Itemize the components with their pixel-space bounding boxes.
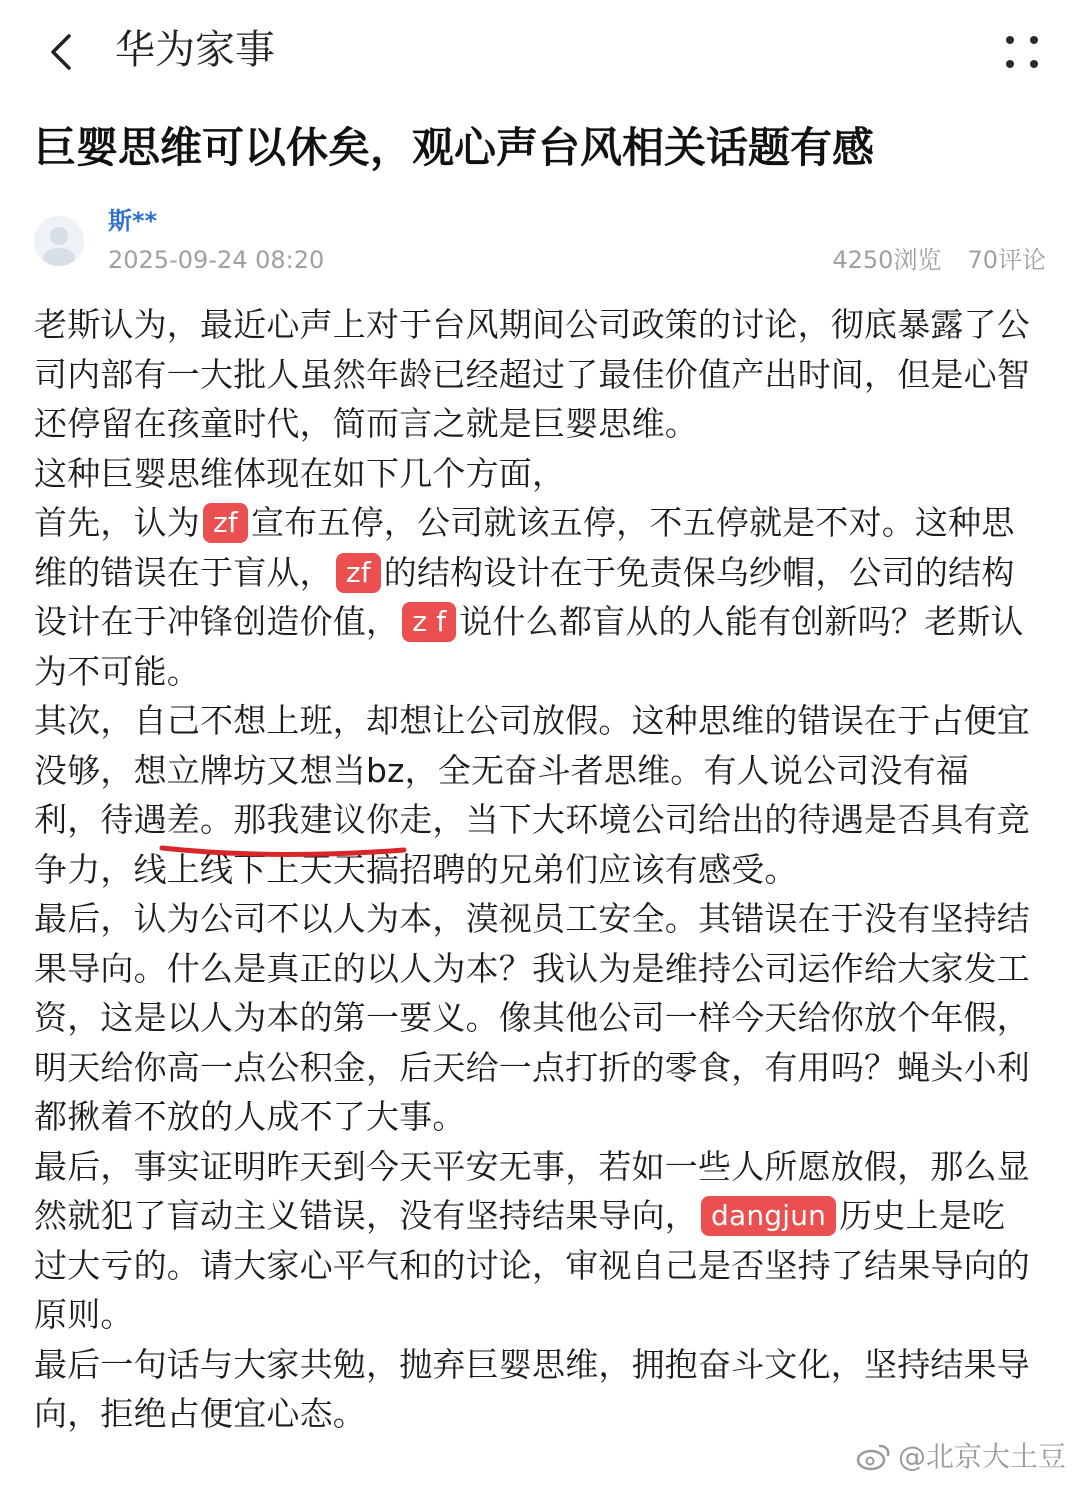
chevron-left-icon xyxy=(45,32,75,72)
paragraph-closing: 最后一句话与大家共勉，抛弃巨婴思维，拥抱奋斗文化，坚持结果导向，拒绝占便宜心态。 xyxy=(34,1344,1030,1433)
text-segment: 最后，事实证明昨天到今天平安无事，若如一些人所愿放假，那么显然就犯了盲动主义错误，没有坚持结果导向， xyxy=(34,1146,1030,1235)
redaction-tag: dangjun xyxy=(701,1196,836,1236)
text-segment: 的结构设计在于免责保乌纱帽，公司的结构设计在于冲锋创造价值， xyxy=(34,552,1015,641)
paragraph-first xyxy=(34,498,1034,696)
text-segment: 其次，自己不想上班，却想让公司放假。这种思维的错误在于占便宜没够，想立牌坊又想当bz，全无奋斗者思维。有人说公司没有福利，待遇差。 xyxy=(34,701,1030,839)
post-timestamp: 2025-09-24 08:20 xyxy=(108,246,325,274)
paragraph-fourth xyxy=(34,1142,1034,1340)
underlined-text: 那我建议你走， xyxy=(233,800,466,839)
view-count: 4250浏览 xyxy=(832,246,942,274)
post-body xyxy=(34,300,1034,1439)
text-segment: 宣布五停，公司就该五停，不五停就是不对。这种思维的错误在于盲从， xyxy=(34,503,1015,592)
text-segment: 当下大环境公司给出的待遇是否具有竞争力，线上线下上天天搞招聘的兄弟们应该有感受。 xyxy=(34,800,1031,889)
text-segment: 说什么都盲从的人能有创新吗？老斯认为不可能。 xyxy=(34,602,1024,691)
comment-count[interactable]: 70评论 xyxy=(967,246,1046,274)
user-avatar-icon xyxy=(34,216,84,266)
paragraph-intro: 老斯认为，最近心声上对于台风期间公司政策的讨论，彻底暴露了公司内部有一大批人虽然年龄已经超过了最佳价值产出时间，但是心智还停留在孩童时代，简而言之就是巨婴思维。 xyxy=(34,305,1030,443)
page-title: 华为家事 xyxy=(115,27,275,73)
watermark-text: @北京大土豆 xyxy=(897,1440,1066,1473)
paragraph-aspects: 这种巨婴思维体现在如下几个方面， xyxy=(34,453,566,493)
paragraph-third: 最后，认为公司不以人为本，漠视员工安全。其错误在于没有坚持结果导向。什么是真正的以人为本？我认为是维持公司运作给大家发工资，这是以人为本的第一要义。像其他公司一样今天给你放个年假，明天给你高一点公积金，后天给一点打折的零食，有用吗？蝇头小利都揪着不放的人成不了大事。 xyxy=(34,899,1030,1136)
author-avatar[interactable] xyxy=(34,216,84,266)
watermark xyxy=(856,1439,1066,1475)
post-stats xyxy=(806,244,1046,276)
back-button[interactable] xyxy=(36,28,84,76)
text-segment: 历史上是吃过大亏的。请大家心平气和的讨论，审视自己是否坚持了结果导向的原则。 xyxy=(34,1196,1030,1334)
redaction-tag: zf xyxy=(336,553,381,593)
author-name[interactable]: 斯** xyxy=(108,207,158,235)
weibo-logo-icon xyxy=(856,1442,892,1472)
post-title: 巨婴思维可以休矣，观心声台风相关话题有感 xyxy=(34,123,875,172)
more-button[interactable] xyxy=(1000,30,1044,74)
text-segment: 首先，认为 xyxy=(34,503,200,542)
paragraph-second xyxy=(34,696,1034,894)
redaction-tag: zf xyxy=(203,503,248,543)
redaction-tag: z f xyxy=(402,602,456,642)
top-bar xyxy=(0,0,1080,100)
